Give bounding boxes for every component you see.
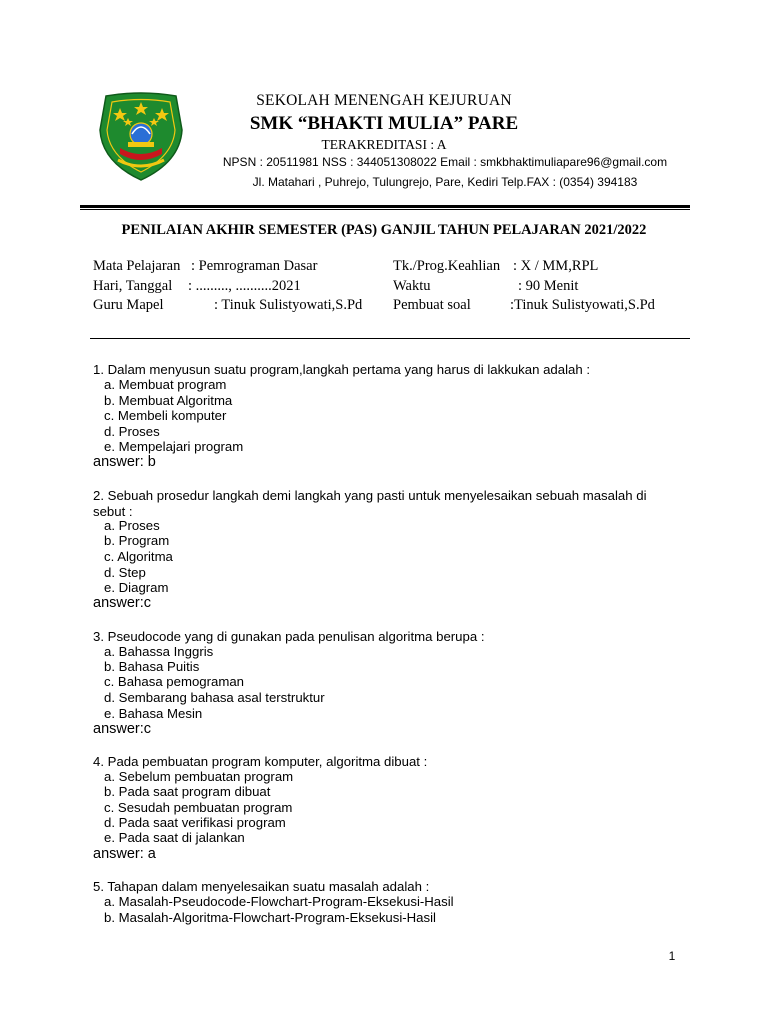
meta-divider (90, 338, 690, 339)
question-3-option-b: b. Bahasa Puitis (104, 659, 200, 674)
question-2-text: 2. Sebuah prosedur langkah demi langkah yang pasti untuk menyelesaikan sebuah masalah di sebut : (93, 488, 647, 519)
question-3-option-e: e. Bahasa Mesin (104, 706, 203, 721)
question-2-option-c: c. Algoritma (104, 549, 173, 564)
question-4-option-c: c. Sesudah pembuatan program (104, 800, 293, 815)
question-5-option-b: b. Masalah-Algoritma-Flowchart-Program-Eksekusi-Hasil (104, 910, 436, 925)
meta-author-label: Pembuat soal (393, 297, 471, 313)
exam-title: PENILAIAN AKHIR SEMESTER (PAS) GANJIL TAHUN PELAJARAN 2021/2022 (121, 222, 647, 238)
meta-time-label: Waktu (393, 278, 431, 294)
meta-date-label: Hari, Tanggal (93, 278, 173, 294)
question-3-option-d: d. Sembarang bahasa asal terstruktur (104, 690, 325, 705)
accreditation: TERAKREDITASI : A (321, 137, 447, 152)
meta-author-value: :Tinuk Sulistyowati,S.Pd (510, 297, 655, 313)
question-4-option-d: d. Pada saat verifikasi program (104, 815, 286, 830)
meta-program-label: Tk./Prog.Keahlian (393, 258, 501, 274)
school-name: SMK “BHAKTI MULIA” PARE (249, 113, 519, 134)
header-divider-thin (80, 209, 690, 210)
question-5-option-a: a. Masalah-Pseudocode-Flowchart-Program-Eksekusi-Hasil (104, 894, 454, 909)
question-1-option-b: b. Membuat Algoritma (104, 393, 233, 408)
meta-teacher-label: Guru Mapel (93, 297, 164, 313)
contact-line-2: Jl. Matahari , Puhrejo, Tulungrejo, Pare, Kediri Telp.FAX : (0354) 394183 (252, 175, 638, 189)
question-3-option-c: c. Bahasa pemograman (104, 674, 245, 689)
question-3-option-a: a. Bahassa Inggris (104, 644, 214, 659)
page-number: 1 (668, 949, 676, 963)
question-4-answer: answer: a (93, 846, 156, 862)
question-1-option-e: e. Mempelajari program (104, 439, 244, 454)
question-2-option-b: b. Program (104, 533, 170, 548)
question-1-answer: answer: b (93, 454, 156, 470)
question-2-option-e: e. Diagram (104, 580, 169, 595)
question-2-option-d: d. Step (104, 565, 146, 580)
header-divider-thick (80, 205, 690, 208)
meta-date-value: : ........., ..........2021 (188, 278, 301, 294)
meta-program-value: : X / MM,RPL (513, 258, 599, 274)
question-4-text: 4. Pada pembuatan program komputer, algoritma dibuat : (93, 754, 428, 769)
question-2-answer: answer:c (93, 595, 152, 611)
meta-subject-label: Mata Pelajaran (93, 258, 181, 274)
question-1-option-c: c. Membeli komputer (104, 408, 227, 423)
meta-subject-value: : Pemrograman Dasar (191, 258, 318, 274)
question-4-option-b: b. Pada saat program dibuat (104, 784, 271, 799)
question-5-text: 5. Tahapan dalam menyelesaikan suatu masalah adalah : (93, 879, 430, 894)
meta-time-value: : 90 Menit (518, 278, 579, 294)
question-2-option-a: a. Proses (104, 518, 160, 533)
question-3-text: 3. Pseudocode yang di gunakan pada penulisan algoritma berupa : (93, 629, 485, 644)
question-4-option-a: a. Sebelum pembuatan program (104, 769, 294, 784)
question-4-option-e: e. Pada saat di jalankan (104, 830, 245, 845)
question-1-option-d: d. Proses (104, 424, 160, 439)
question-3-answer: answer:c (93, 721, 152, 737)
school-type: SEKOLAH MENENGAH KEJURUAN (256, 92, 512, 109)
question-1-option-a: a. Membuat program (104, 377, 227, 392)
question-1-text: 1. Dalam menyusun suatu program,langkah pertama yang harus di lakkukan adalah : (93, 362, 591, 377)
meta-teacher-value: : Tinuk Sulistyowati,S.Pd (214, 297, 363, 313)
contact-line-1: NPSN : 20511981 NSS : 344051308022 Email : smkbhaktimuliapare96@gmail.com (222, 155, 668, 169)
